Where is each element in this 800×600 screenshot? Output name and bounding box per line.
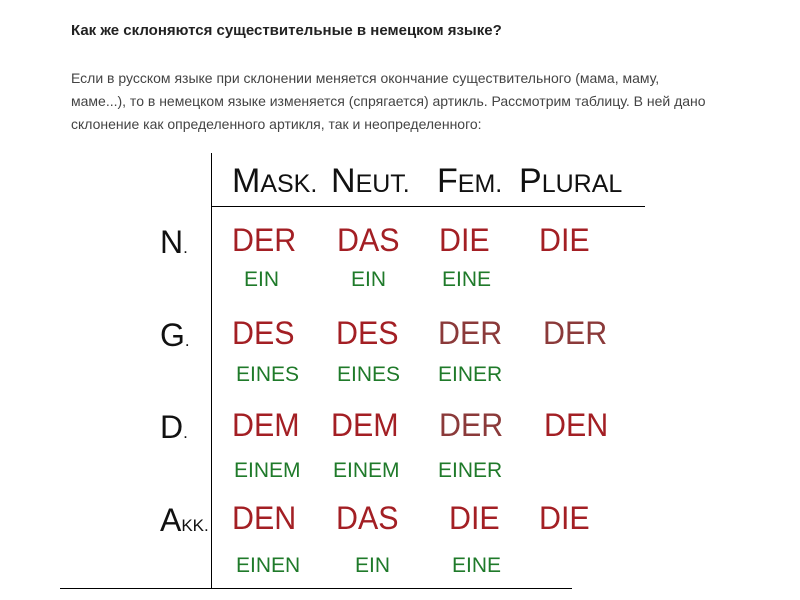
page-heading: Как же склоняются существительные в немецком языке? — [71, 22, 502, 39]
table-bottom-rule — [60, 588, 572, 589]
definite-article: DES — [232, 315, 295, 351]
paragraph-line: Если в русском языке при склонении меняется окончание существительного (мама, маму, — [71, 70, 660, 86]
indefinite-article: EINEM — [234, 459, 301, 482]
gender-header-plural: PLURAL — [519, 162, 623, 200]
intro-paragraph — [71, 67, 741, 136]
definite-article: DER — [439, 407, 504, 443]
definite-article: DEN — [232, 500, 297, 536]
definite-article: DEM — [232, 407, 300, 443]
indefinite-article: EINES — [337, 363, 401, 386]
indefinite-article: EINER — [438, 363, 503, 386]
paragraph-line: склонение как определенного артикля, так и неопределенного: — [71, 116, 482, 132]
definite-article: DER — [438, 315, 503, 351]
gender-header-neut: NEUT. — [331, 162, 410, 200]
indefinite-article: EINES — [236, 363, 300, 386]
indefinite-article: EINER — [438, 459, 503, 482]
indefinite-article: EIN — [244, 268, 280, 291]
indefinite-article: EIN — [355, 554, 391, 577]
case-label-akkusativ: AKK. — [160, 502, 209, 538]
definite-article: DAS — [337, 222, 400, 258]
gender-header-fem: FEM. — [437, 162, 503, 200]
indefinite-article: EINEM — [333, 459, 400, 482]
indefinite-article: EINEN — [236, 554, 301, 577]
definite-article: DIE — [449, 500, 500, 536]
table-header-rule — [212, 206, 645, 207]
paragraph-line: маме...), то в немецком языке изменяется (спрягается) артикль. Рассмотрим таблицу. В ней дано — [71, 93, 706, 109]
definite-article: DER — [543, 315, 608, 351]
indefinite-article: EINE — [442, 268, 492, 291]
definite-article: DIE — [539, 500, 590, 536]
definite-article: DER — [232, 222, 297, 258]
indefinite-article: EINE — [452, 554, 502, 577]
case-label-dativ: D. — [160, 409, 188, 445]
table-vertical-rule — [211, 153, 212, 589]
definite-article: DEM — [331, 407, 399, 443]
definite-article: DIE — [539, 222, 590, 258]
case-label-nominativ: N. — [160, 224, 188, 260]
case-label-genitiv: G. — [160, 317, 190, 353]
gender-header-mask: MASK. — [232, 162, 318, 200]
indefinite-article: EIN — [351, 268, 387, 291]
definite-article: DIE — [439, 222, 490, 258]
definite-article: DES — [336, 315, 399, 351]
definite-article: DAS — [336, 500, 399, 536]
definite-article: DEN — [544, 407, 609, 443]
